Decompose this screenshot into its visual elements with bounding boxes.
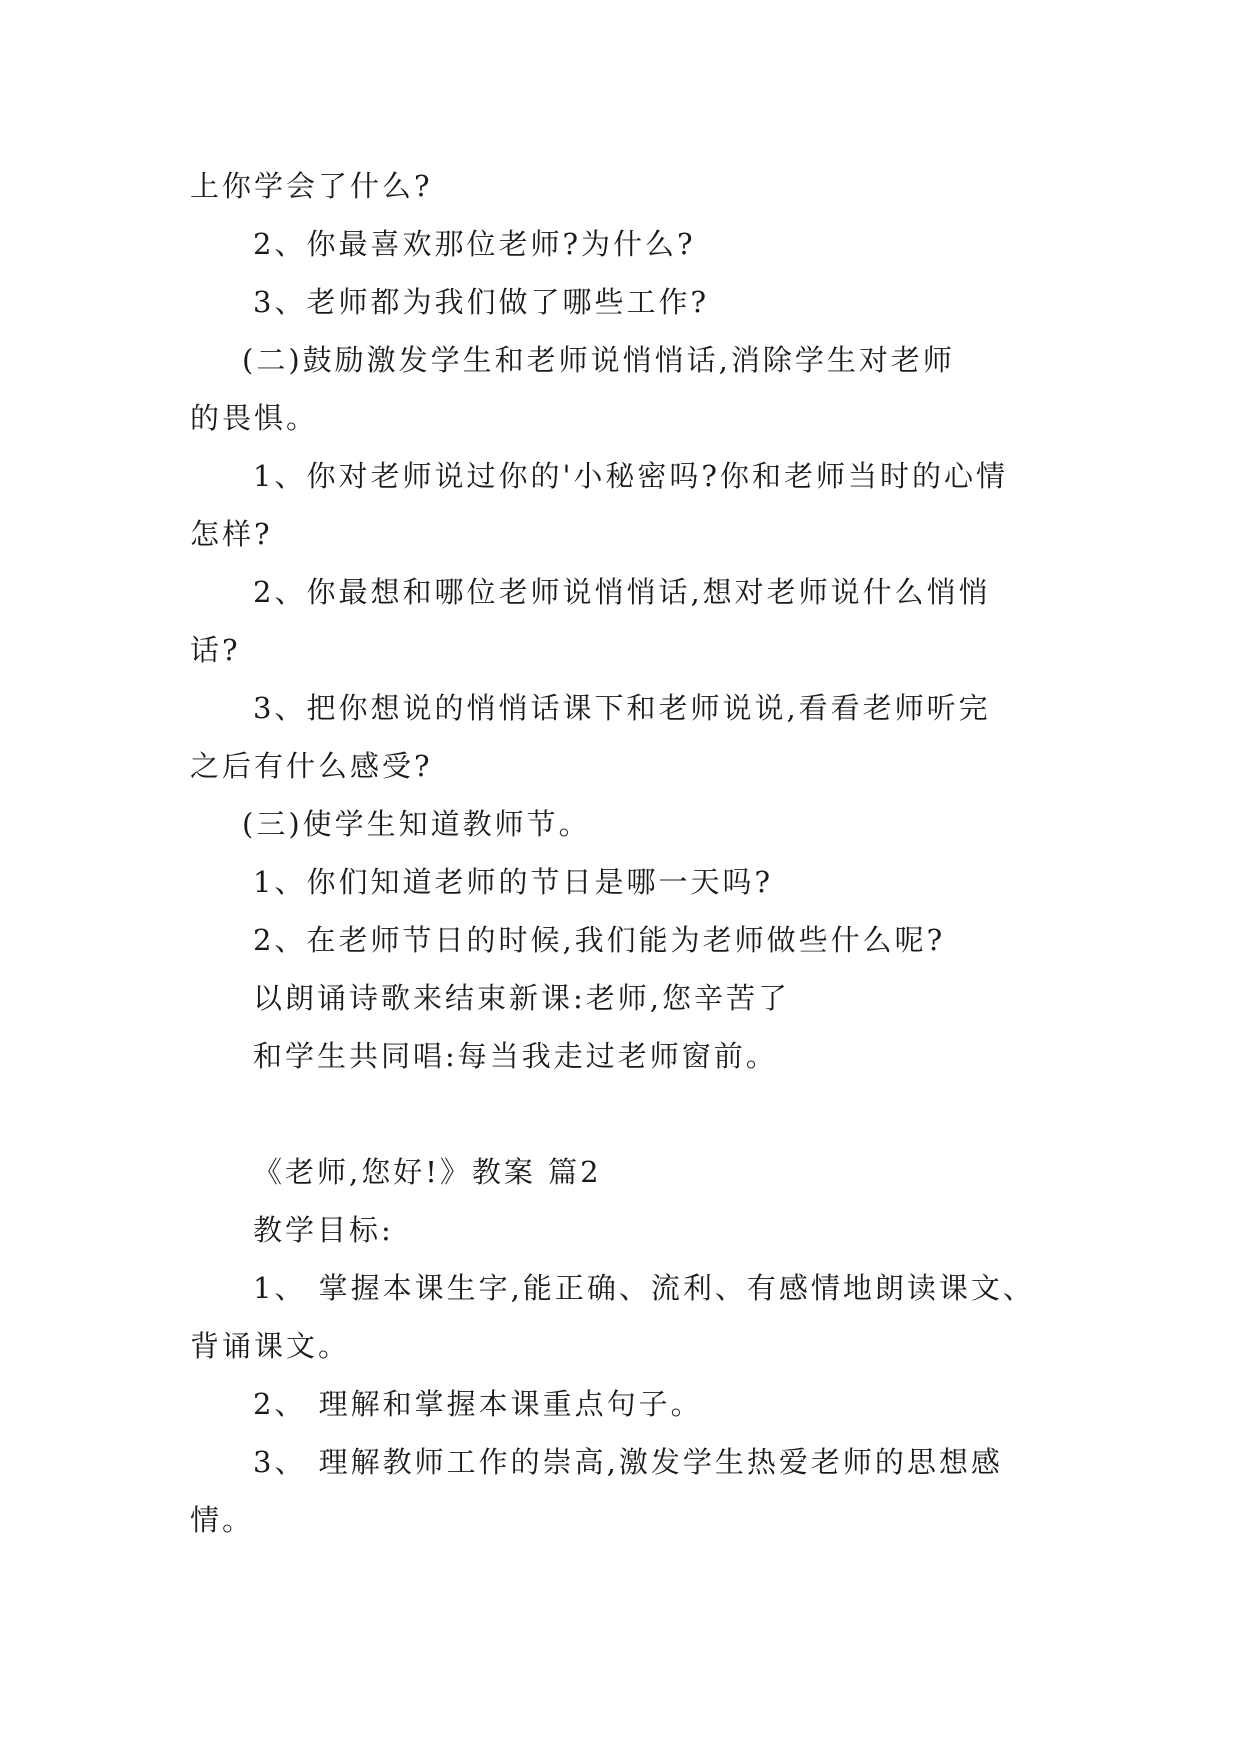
paragraph-line: 2、在老师节日的时候,我们能为老师做些什么呢? <box>253 923 946 957</box>
paragraph-line: 的畏惧。 <box>190 401 319 435</box>
paragraph-line: 之后有什么感受? <box>190 749 433 783</box>
paragraph-line: 2、 理解和掌握本课重点句子。 <box>253 1387 703 1421</box>
paragraph-line: 情。 <box>190 1503 255 1537</box>
paragraph-line: 3、 理解教师工作的崇高,激发学生热爱老师的思想感 <box>253 1445 1003 1479</box>
paragraph-line: 上你学会了什么? <box>190 169 433 203</box>
document-body <box>190 157 1050 1549</box>
paragraph-line: 3、把你想说的悄悄话课下和老师说说,看看老师听完 <box>253 691 991 725</box>
section-heading: (三)使学生知道教师节。 <box>242 807 591 841</box>
section-heading: (二)鼓励激发学生和老师说悄悄话,消除学生对老师 <box>242 343 955 377</box>
paragraph-line: 话? <box>190 633 241 667</box>
blank-line <box>190 1085 1050 1143</box>
paragraph-line: 和学生共同唱:每当我走过老师窗前。 <box>253 1039 778 1073</box>
paragraph-line: 怎样? <box>190 517 273 551</box>
objectives-heading: 教学目标: <box>253 1213 394 1247</box>
paragraph-line: 2、你最喜欢那位老师?为什么? <box>253 227 696 261</box>
lesson-title: 《老师,您好!》教案 篇2 <box>253 1155 602 1189</box>
paragraph-line: 3、老师都为我们做了哪些工作? <box>253 285 709 319</box>
paragraph-line: 1、 掌握本课生字,能正确、流利、有感情地朗读课文、 <box>253 1271 1035 1305</box>
paragraph-line: 1、你对老师说过你的'小秘密吗?你和老师当时的心情 <box>253 459 1008 493</box>
paragraph-line: 1、你们知道老师的节日是哪一天吗? <box>253 865 773 899</box>
paragraph-line: 以朗诵诗歌来结束新课:老师,您辛苦了 <box>253 981 790 1015</box>
paragraph-line: 2、你最想和哪位老师说悄悄话,想对老师说什么悄悄 <box>253 575 991 609</box>
paragraph-line: 背诵课文。 <box>190 1329 351 1363</box>
